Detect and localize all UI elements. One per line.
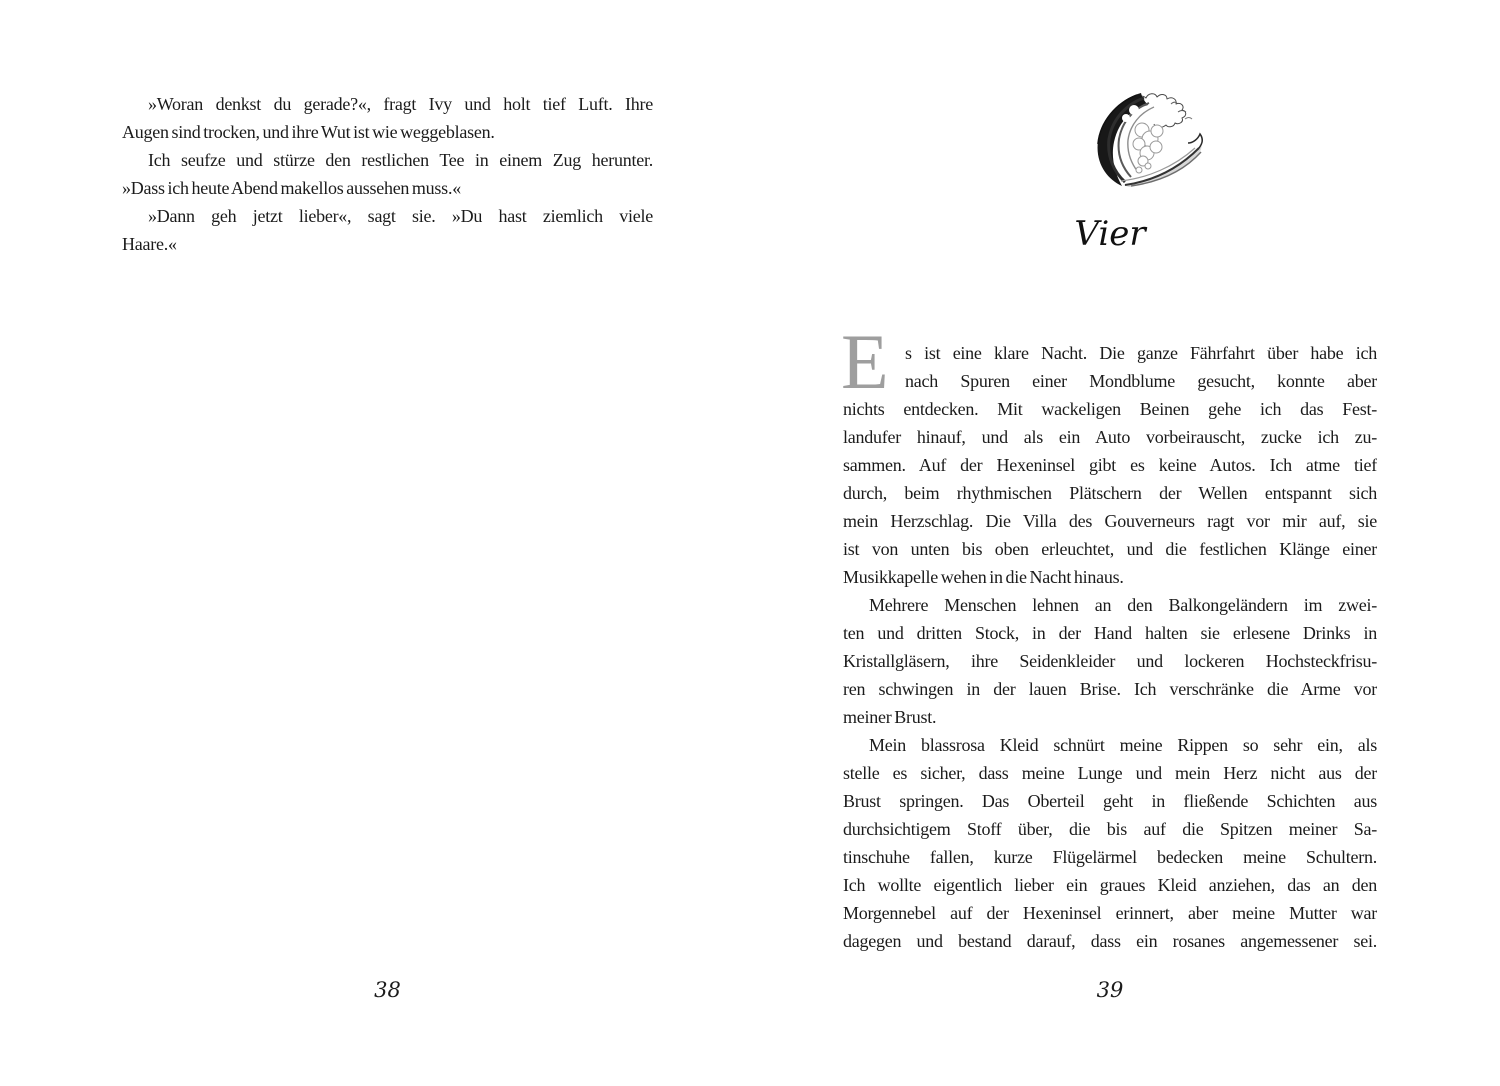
text-line: Musikkapelle wehen in die Nacht hinaus. (843, 567, 1124, 587)
text-line: tinschuhe fallen, kurze Flügelärmel bedecken meine Schultern. (843, 847, 1377, 867)
text-line: meiner Brust. (843, 707, 937, 727)
wave-illustration (1081, 86, 1207, 190)
drop-cap: E (841, 318, 889, 405)
text-line: ten und dritten Stock, in der Hand halten sie erlesene Drinks in (843, 623, 1377, 643)
text-line: mein Herzschlag. Die Villa des Gouverneurs ragt vor mir auf, sie (843, 511, 1377, 531)
chapter-title: Vier (1074, 214, 1146, 254)
right-page-text-block (841, 318, 1377, 955)
text-line: stelle es sicher, dass meine Lunge und mein Herz nicht aus der (843, 763, 1377, 783)
text-line: durch, beim rhythmischen Plätschern der Wellen entspannt sich (843, 483, 1377, 503)
text-line: Brust springen. Das Oberteil geht in fließende Schichten aus (843, 791, 1377, 811)
text-line: »Woran denkst du gerade?«, fragt Ivy und holt tief Luft. Ihre (148, 94, 653, 114)
right-page-lines (843, 339, 1377, 955)
text-line: nichts entdecken. Mit wackeligen Beinen gehe ich das Fest- (843, 399, 1377, 419)
text-line: ist von unten bis oben erleuchtet, und die festlichen Klänge einer (843, 539, 1377, 559)
text-line: Ich seufze und stürze den restlichen Tee in einem Zug herunter. (148, 150, 653, 170)
page-number-right: 39 (1096, 978, 1124, 1002)
text-line: landufer hinauf, und als ein Auto vorbeirauscht, zucke ich zu- (843, 427, 1377, 447)
page-right (750, 0, 1500, 1086)
text-line: s ist eine klare Nacht. Die ganze Fährfahrt über habe ich (905, 343, 1377, 363)
text-line: Augen sind trocken, und ihre Wut ist wie weggeblasen. (122, 122, 495, 142)
text-line: ren schwingen in der lauen Brise. Ich verschränke die Arme vor (843, 679, 1377, 699)
text-line: sammen. Auf der Hexeninsel gibt es keine Autos. Ich atme tief (843, 455, 1377, 475)
text-line: Mein blassrosa Kleid schnürt meine Rippen so sehr ein, als (869, 735, 1377, 755)
text-line: »Dass ich heute Abend makellos aussehen muss.« (122, 178, 461, 198)
left-page-text-block (122, 90, 653, 258)
text-line: Mehrere Menschen lehnen an den Balkongeländern im zwei- (869, 595, 1377, 615)
text-line: durchsichtigem Stoff über, die bis auf die Spitzen meiner Sa- (843, 819, 1377, 839)
text-line: Ich wollte eigentlich lieber ein graues Kleid anziehen, das an den (843, 875, 1377, 895)
text-line: Kristallgläsern, ihre Seidenkleider und lockeren Hochsteckfrisu- (843, 651, 1377, 671)
text-line: dagegen und bestand darauf, dass ein rosanes angemessener sei. (843, 931, 1377, 951)
page-number-left: 38 (374, 978, 401, 1002)
text-line: Haare.« (122, 234, 177, 254)
text-line: Morgennebel auf der Hexeninsel erinnert, aber meine Mutter war (843, 903, 1377, 923)
text-line: nach Spuren einer Mondblume gesucht, konnte aber (905, 371, 1377, 391)
text-line: »Dann geh jetzt lieber«, sagt sie. »Du hast ziemlich viele (148, 206, 653, 226)
